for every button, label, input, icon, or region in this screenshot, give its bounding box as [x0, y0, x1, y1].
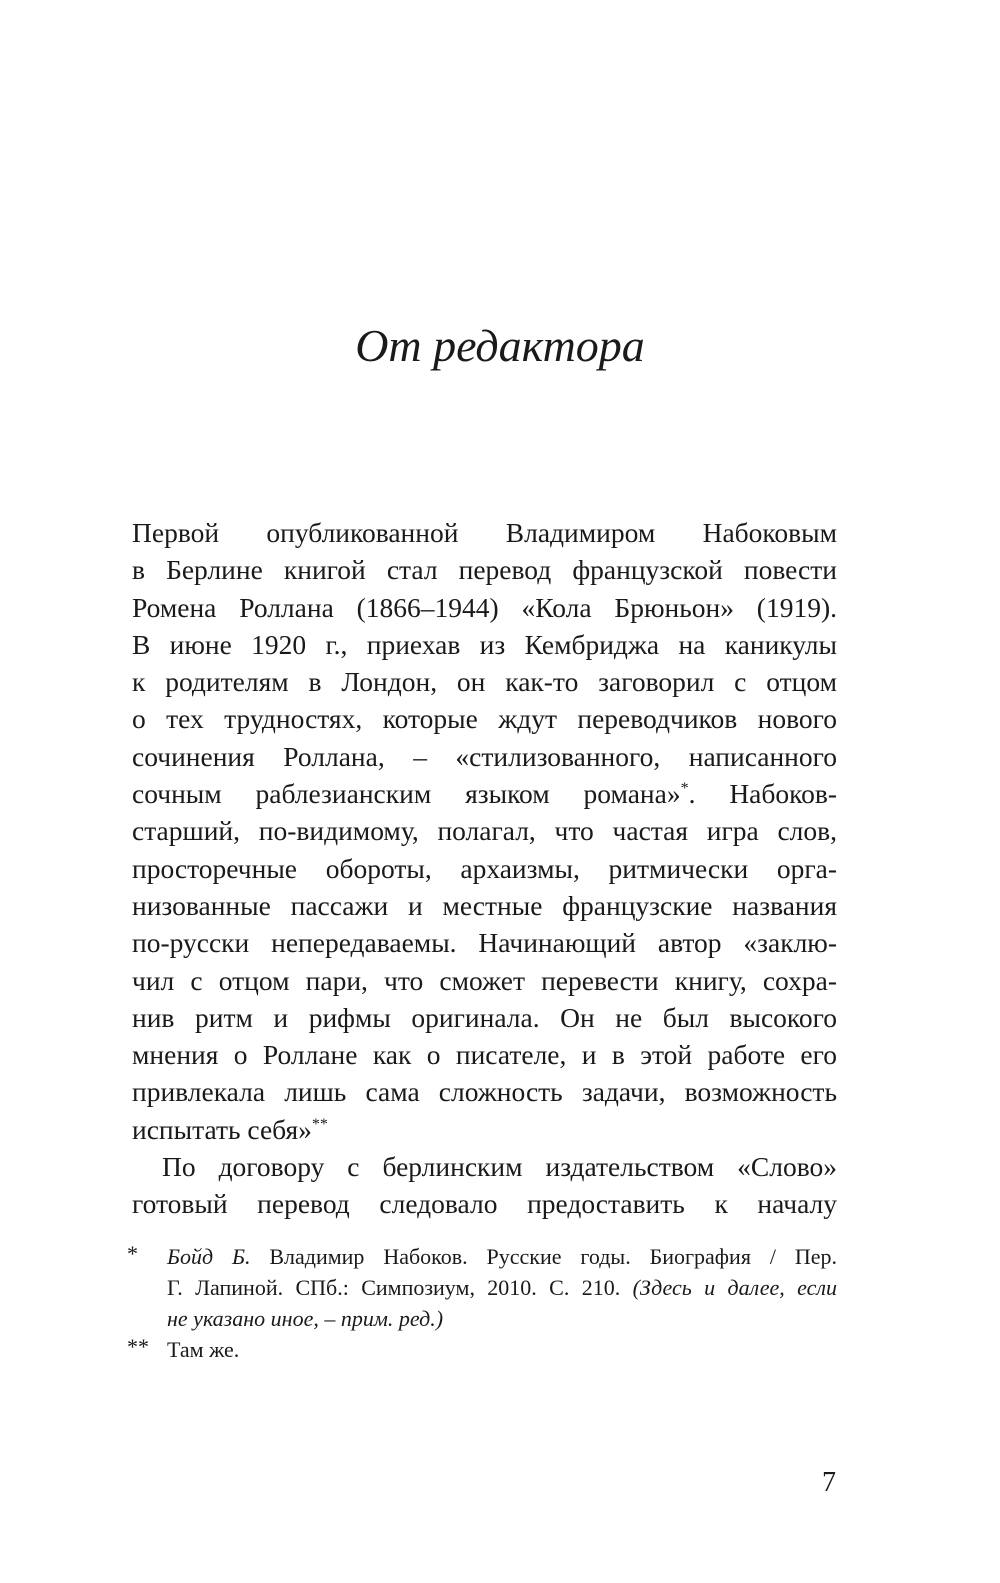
text-line: сочинения Роллана, – «стилизованного, написанного	[132, 740, 837, 772]
text-line: мнения о Роллане как о писателе, и в этой работе его	[132, 1039, 837, 1071]
text-line: привлекала лишь сама сложность задачи, возможность	[132, 1076, 837, 1108]
footnote-ref-1[interactable]: *	[680, 780, 689, 798]
page-number: 7	[822, 1467, 836, 1498]
footnote-mark: *	[127, 1241, 138, 1266]
footnote-1	[127, 1241, 837, 1334]
footnotes	[127, 1241, 837, 1365]
footnote-line: Там же.	[167, 1337, 240, 1362]
text-line: к родителям в Лондон, он как-то заговорил с отцом	[132, 666, 837, 698]
text-line-head: сочным раблезианским языком романа»	[132, 778, 681, 810]
text-line	[132, 1111, 837, 1148]
text-line: Первой опубликованной Владимиром Набоковым	[132, 517, 837, 548]
footnote-2	[127, 1334, 837, 1365]
chapter-title: От редактора	[355, 320, 645, 371]
text-line: старший, по-видимому, полагал, что частая игра слов,	[132, 815, 837, 847]
text-line: о тех трудностях, которые ждут переводчиков нового	[132, 703, 837, 735]
text-line-head: испытать себя»	[132, 1113, 312, 1145]
text-line-tail: . Набоков-	[688, 778, 837, 810]
footnote-author: Бойд Б.	[167, 1244, 251, 1269]
footnote-line	[167, 1241, 837, 1272]
text-line: готовый перевод следовало предоставить к началу	[132, 1188, 837, 1220]
text-line: В июне 1920 г., приехав из Кембриджа на каникулы	[132, 628, 837, 660]
footnote-text: Владимир Набоков. Русские годы. Биография / Пер.	[250, 1244, 837, 1269]
footnote-note: (Здесь и далее, если	[632, 1275, 837, 1300]
text-line: просторечные обороты, архаизмы, ритмически орга-	[132, 852, 837, 884]
text-line: по-русски непередаваемы. Начинающий автор «заклю-	[132, 927, 837, 959]
text-line: По договору с берлинским издательством «Слово»	[162, 1151, 837, 1183]
footnote-ref-2[interactable]: **	[311, 1115, 328, 1133]
text-line: низованные пассажи и местные французские названия	[132, 889, 837, 921]
text-line: чил с отцом пари, что сможет перевести книгу, сохра-	[132, 964, 837, 996]
text-line	[132, 775, 837, 812]
footnote-line	[167, 1272, 837, 1303]
text-line: нив ритм и рифмы оригинала. Он не был высокого	[132, 1001, 837, 1033]
text-line: Ромена Роллана (1866–1944) «Кола Брюньон» (1919).	[132, 591, 837, 623]
footnote-text: Г. Лапиной. СПб.: Симпозиум, 2010. С. 210.	[167, 1275, 633, 1300]
text-line: в Берлине книгой стал перевод французской повести	[132, 554, 837, 586]
body-text	[132, 514, 837, 1223]
footnote-line: не указано иное, – прим. ред.)	[167, 1306, 444, 1331]
footnote-mark: **	[127, 1334, 149, 1359]
